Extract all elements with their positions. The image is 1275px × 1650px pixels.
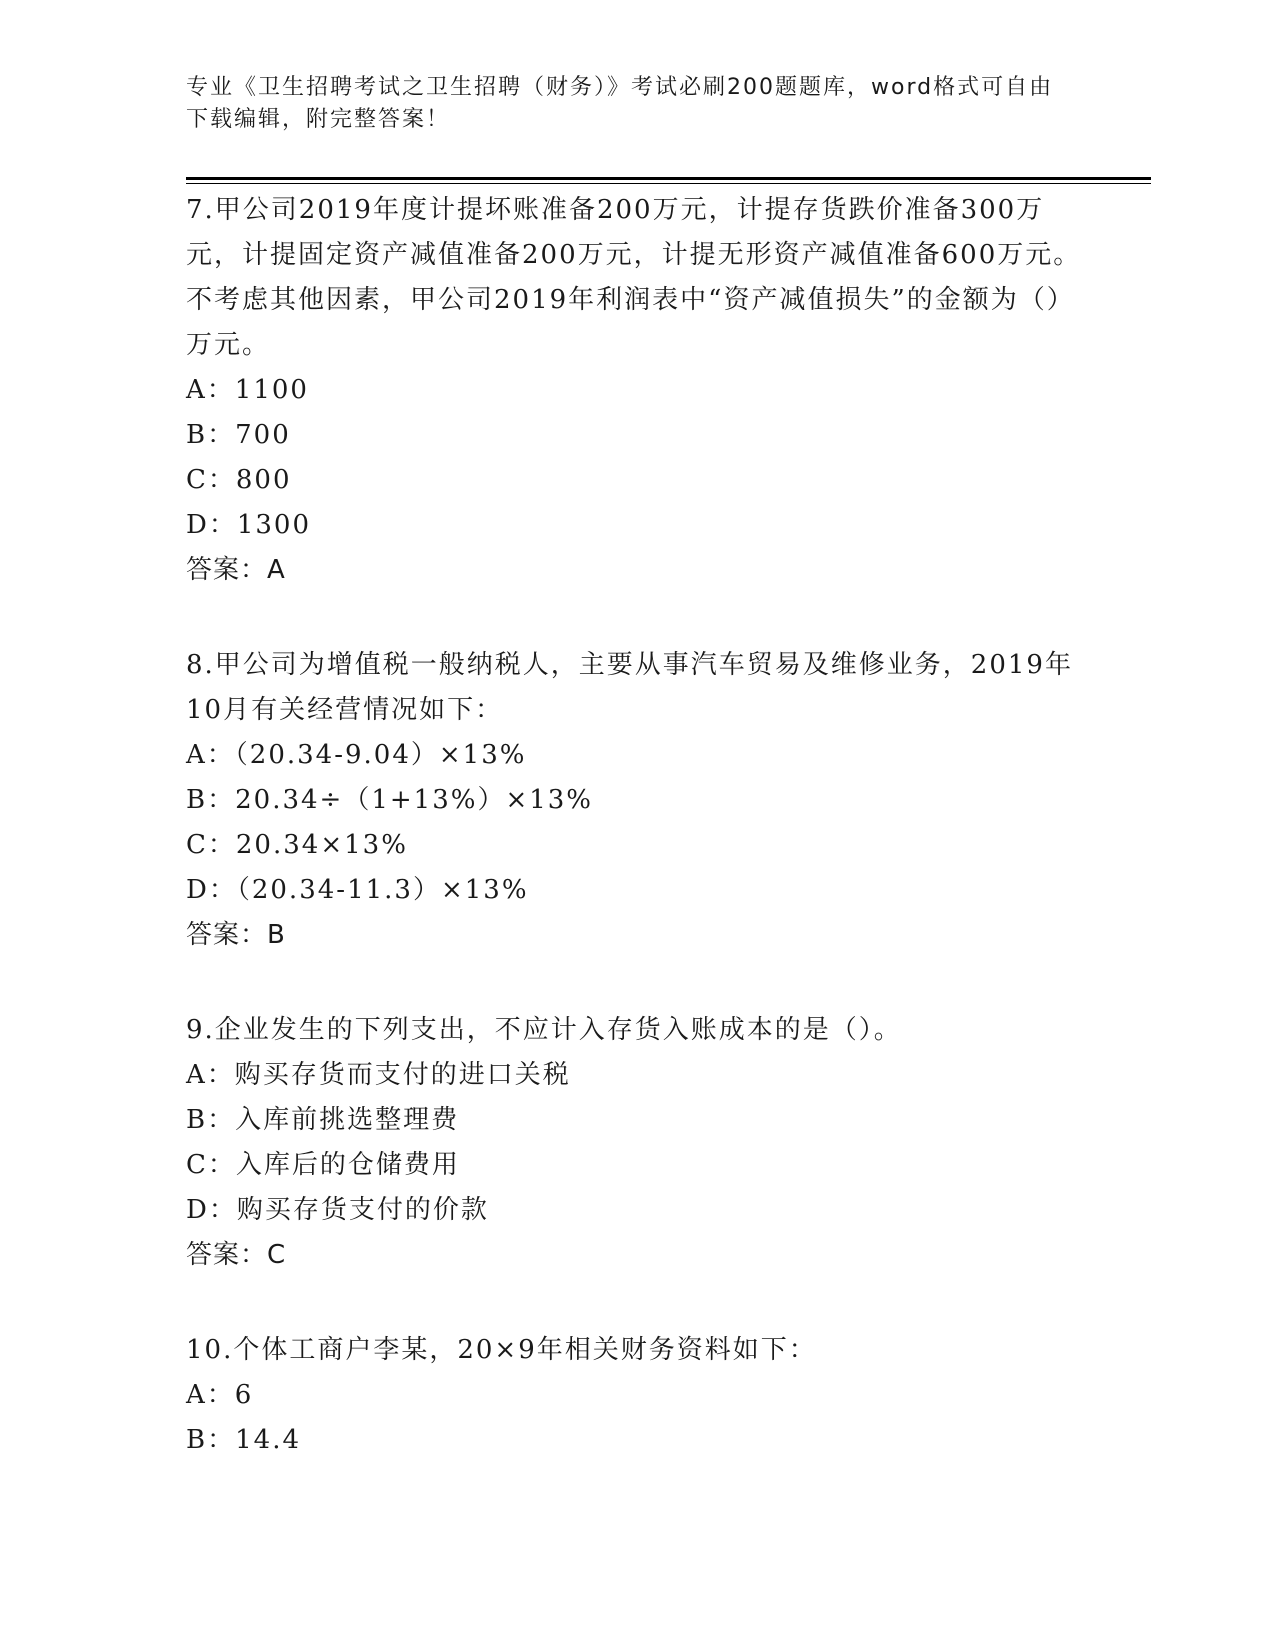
- option-d: D：1300: [186, 510, 312, 540]
- option-b: B：入库前挑选整理费: [186, 1105, 460, 1135]
- question-8: [186, 643, 1086, 958]
- question-7: [186, 188, 1086, 593]
- document-header: 专业《卫生招聘考试之卫生招聘（财务）》考试必刷200题题库，word格式可自由下载编辑，附完整答案！: [186, 75, 1054, 132]
- option-d: D：（20.34-11.3）×13%: [186, 875, 529, 905]
- option-b: B：700: [186, 420, 291, 450]
- answer-line: 答案：A: [186, 555, 286, 585]
- question-stem: 9.企业发生的下列支出，不应计入存货入账成本的是（）。: [186, 1015, 902, 1045]
- option-c: C：入库后的仓储费用: [186, 1150, 460, 1180]
- option-a: A：（20.34-9.04）×13%: [186, 740, 527, 770]
- question-stem: 7.甲公司2019年度计提坏账准备200万元，计提存货跌价准备300万元，计提固定资产减值准备200万元，计提无形资产减值准备600万元。不考虑其他因素，甲公司2019年利润表中“资产减值损失”的金额为（）万元。: [186, 195, 1082, 360]
- option-c: C：800: [186, 465, 292, 495]
- option-b: B：14.4: [186, 1425, 301, 1455]
- header-divider-thick: [186, 177, 1151, 180]
- option-a: A：6: [186, 1380, 254, 1410]
- question-stem: 8.甲公司为增值税一般纳税人，主要从事汽车贸易及维修业务，2019年10月有关经营情况如下：: [186, 650, 1073, 725]
- option-d: D：购买存货支付的价款: [186, 1195, 489, 1225]
- option-b: B：20.34÷（1+13%）×13%: [186, 785, 594, 815]
- question-list: [186, 188, 1086, 1513]
- question-stem: 10.个体工商户李某，20×9年相关财务资料如下：: [186, 1335, 817, 1365]
- header-divider-thin: [186, 183, 1151, 184]
- option-c: C：20.34×13%: [186, 830, 408, 860]
- question-9: [186, 1008, 1086, 1278]
- question-10: [186, 1328, 1086, 1463]
- answer-line: 答案：B: [186, 920, 286, 950]
- answer-line: 答案：C: [186, 1240, 287, 1270]
- option-a: A：1100: [186, 375, 309, 405]
- option-a: A：购买存货而支付的进口关税: [186, 1060, 571, 1090]
- document-page: [186, 0, 1151, 1650]
